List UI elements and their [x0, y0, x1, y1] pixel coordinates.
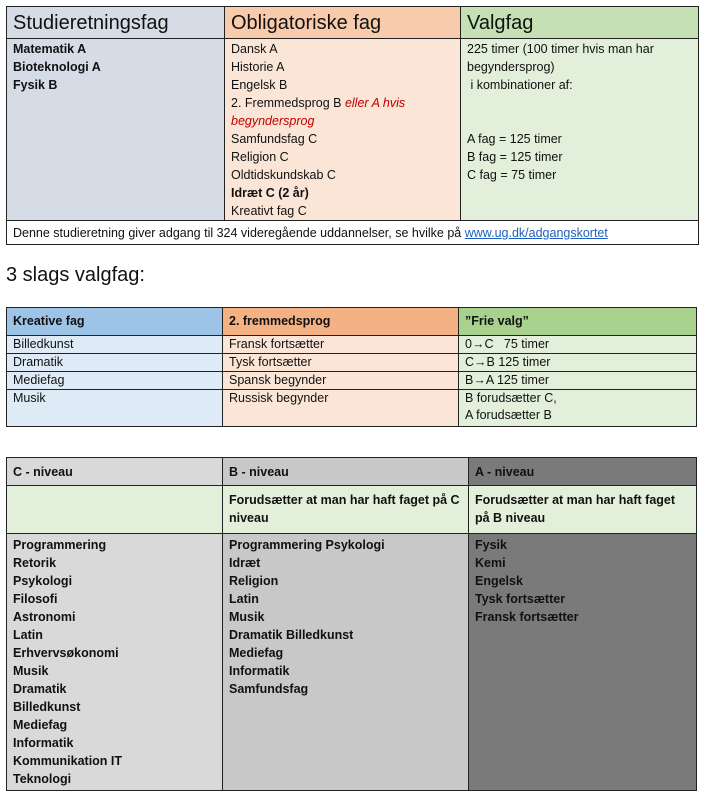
list-item-fremmedsprog: [231, 94, 454, 130]
list-item: A fag = 125 timer: [467, 132, 562, 146]
list-item: Samfundsfag C: [231, 132, 318, 146]
c-niveau-list: [7, 534, 223, 791]
list-item: Informatik: [229, 664, 290, 678]
studieretningsfag-cell: [7, 39, 225, 221]
table-cell: [459, 354, 697, 372]
list-item: Kommunikation IT: [13, 754, 123, 768]
list-item: Fransk fortsætter: [475, 610, 579, 624]
obligatoriske-cell: [225, 39, 461, 221]
table-cell: [459, 372, 697, 390]
footer-cell: [7, 221, 699, 245]
header-frie-valg: ”Frie valg”: [459, 308, 697, 336]
section-heading: 3 slags valgfag:: [6, 264, 145, 286]
list-item: Engelsk: [475, 574, 523, 588]
header-fremmedsprog: 2. fremmedsprog: [223, 308, 459, 336]
arrow-right-icon: →: [471, 337, 485, 351]
list-item: Matematik A: [13, 42, 87, 56]
level-to: B: [486, 355, 495, 369]
list-item: Religion C: [231, 150, 289, 164]
list-item: Samfundsfag: [229, 682, 309, 696]
b-niveau-list: [223, 534, 469, 791]
footer-text: Denne studieretning giver adgang til 324 videregående uddannelser, se hvilke på: [13, 226, 465, 240]
list-item: Informatik: [13, 736, 74, 750]
list-item: Erhvervsøkonomi: [13, 646, 119, 660]
list-item: Filosofi: [13, 592, 58, 606]
level-to: C: [484, 337, 494, 351]
list-item: Astronomi: [13, 610, 76, 624]
list-item: Mediefag: [13, 718, 68, 732]
header-b-niveau: B - niveau: [223, 458, 469, 486]
list-item: Kreativt fag C: [231, 204, 307, 218]
level-to: A: [485, 373, 494, 387]
list-item: Psykologi: [13, 574, 73, 588]
table-cell: Russisk begynder: [223, 390, 459, 427]
header-kreative-fag: Kreative fag: [7, 308, 223, 336]
hours: 125 timer: [494, 355, 551, 369]
list-item: Fysik B: [13, 78, 58, 92]
list-item: Mediefag: [229, 646, 284, 660]
table-cell: Fransk fortsætter: [223, 336, 459, 354]
list-item: Musik: [229, 610, 265, 624]
list-item: Fysik: [475, 538, 507, 552]
list-item: Tysk fortsætter: [475, 592, 566, 606]
sub-c-empty: [7, 486, 223, 534]
arrow-right-icon: →: [474, 355, 487, 369]
valgfag-types-table: [6, 307, 697, 427]
list-item: Religion: [229, 574, 279, 588]
list-item: Billedkunst: [13, 700, 81, 714]
list-item: Idræt: [229, 556, 261, 570]
list-item: Programmering: [13, 538, 107, 552]
a-niveau-list: [469, 534, 697, 791]
list-item: Kemi: [475, 556, 506, 570]
valgfag-combo: i kombinationer af:: [467, 78, 573, 92]
fremmedsprog-note: eller A hvis begyndersprog: [231, 96, 406, 128]
list-item: Dramatik: [13, 682, 67, 696]
table-cell: Musik: [7, 390, 223, 427]
header-a-niveau: A - niveau: [469, 458, 697, 486]
sub-b-requirement: Forudsætter at man har haft faget på C niveau: [223, 486, 469, 534]
table-cell: Mediefag: [7, 372, 223, 390]
header-obligatoriske-fag: Obligatoriske fag: [225, 7, 461, 39]
list-item: B forudsætter C,: [465, 391, 557, 405]
table-cell: [459, 336, 697, 354]
hours: 75 timer: [493, 337, 550, 351]
list-item: C fag = 75 timer: [467, 168, 557, 182]
level-from: B: [465, 373, 474, 387]
list-item: Engelsk B: [231, 78, 288, 92]
arrow-right-icon: →: [473, 373, 486, 387]
list-item: B fag = 125 timer: [467, 150, 563, 164]
list-item: Dramatik Billedkunst: [229, 628, 354, 642]
adgangskortet-link[interactable]: www.ug.dk/adgangskortet: [464, 226, 608, 240]
header-studieretningsfag: Studieretningsfag: [7, 7, 225, 39]
fremmedsprog-text: 2. Fremmedsprog B: [231, 96, 345, 110]
table-cell: Tysk fortsætter: [223, 354, 459, 372]
sub-a-requirement: Forudsætter at man har haft faget på B niveau: [469, 486, 697, 534]
table-cell: [459, 390, 697, 427]
niveau-table: [6, 457, 697, 791]
list-item: Latin: [13, 628, 43, 642]
list-item: Oldtidskundskab C: [231, 168, 336, 182]
list-item: Latin: [229, 592, 259, 606]
level-from: C: [465, 355, 475, 369]
list-item: Teknologi: [13, 772, 72, 786]
studieretning-table: [6, 6, 699, 245]
list-item: Idræt C (2 år): [231, 186, 309, 200]
header-valgfag: Valgfag: [461, 7, 699, 39]
level-from: 0: [465, 337, 472, 351]
valgfag-cell: [461, 39, 699, 221]
table-cell: Billedkunst: [7, 336, 223, 354]
list-item: Musik: [13, 664, 49, 678]
list-item: Bioteknologi A: [13, 60, 101, 74]
table-cell: Dramatik: [7, 354, 223, 372]
hours: 125 timer: [493, 373, 550, 387]
spacer: [467, 94, 692, 130]
table-cell: Spansk begynder: [223, 372, 459, 390]
list-item: Historie A: [231, 60, 285, 74]
list-item: Programmering Psykologi: [229, 538, 385, 552]
list-item: Retorik: [13, 556, 57, 570]
valgfag-intro: 225 timer (100 timer hvis man har begyndersprog): [467, 42, 654, 74]
header-c-niveau: C - niveau: [7, 458, 223, 486]
list-item: Dansk A: [231, 42, 278, 56]
list-item: A forudsætter B: [465, 408, 552, 422]
